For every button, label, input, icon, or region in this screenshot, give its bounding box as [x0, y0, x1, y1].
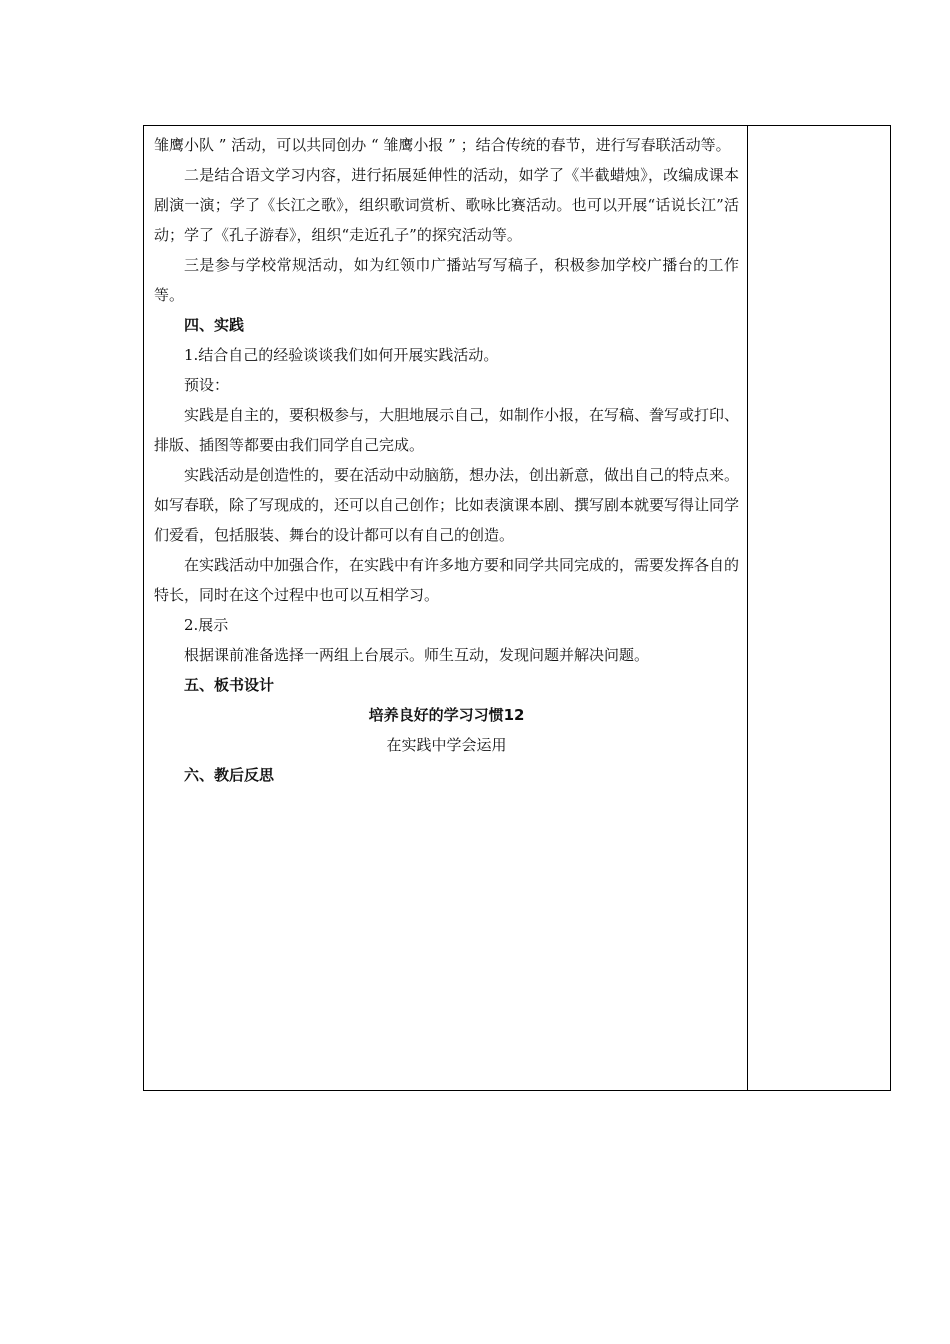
section-heading-practice: 四、实践 — [184, 316, 245, 334]
paragraph-display-content: 根据课前准备选择一两组上台展示。师生互动，发现问题并解决问题。 — [184, 646, 650, 664]
section-heading-reflection: 六、教后反思 — [184, 766, 275, 784]
paragraph-activities-continued: 雏鹰小队 ” 活动，可以共同创办 “ 雏鹰小报 ” ；结合传统的春节，进行写春联活动等。 — [154, 136, 731, 154]
lesson-plan-table — [143, 125, 891, 1091]
section-heading-board-design: 五、板书设计 — [184, 676, 275, 694]
paragraph-display-label: 2.展示 — [184, 616, 229, 634]
paragraph-creativity: 实践活动是创造性的，要在活动中动脑筋，想办法，创出新意，做出自己的特点来。如写春联，除了写现成的，还可以自己创作；比如表演课本剧、撰写剧本就要写得让同学们爱看，包括服装、舞台的设计都可以有自己的创造。 — [154, 466, 740, 544]
board-title: 培养良好的学习习惯12 — [368, 706, 525, 724]
lesson-content-cell — [154, 130, 739, 790]
paragraph-question-1: 1.结合自己的经验谈谈我们如何开展实践活动。 — [184, 346, 499, 364]
paragraph-autonomy: 实践是自主的，要积极参与，大胆地展示自己，如制作小报，在写稿、誊写或打印、排版、插图等都要由我们同学自己完成。 — [154, 406, 740, 454]
notes-cell — [748, 126, 890, 1090]
paragraph-cooperation: 在实践活动中加强合作，在实践中有许多地方要和同学共同完成的，需要发挥各自的特长，同时在这个过程中也可以互相学习。 — [154, 556, 740, 604]
paragraph-preset-label: 预设： — [184, 376, 230, 394]
board-subtitle: 在实践中学会运用 — [386, 736, 507, 754]
paragraph-school-activities: 三是参与学校常规活动，如为红领巾广播站写写稿子，积极参加学校广播台的工作等。 — [154, 256, 739, 304]
paragraph-extension-activities: 二是结合语文学习内容，进行拓展延伸性的活动，如学了《半截蜡烛》，改编成课本剧演一演；学了《长江之歌》，组织歌词赏析、歌咏比赛活动。也可以开展“话说长江”活动；学了《孔子游春》，组织“走近孔子”的探究活动等。 — [154, 166, 739, 244]
